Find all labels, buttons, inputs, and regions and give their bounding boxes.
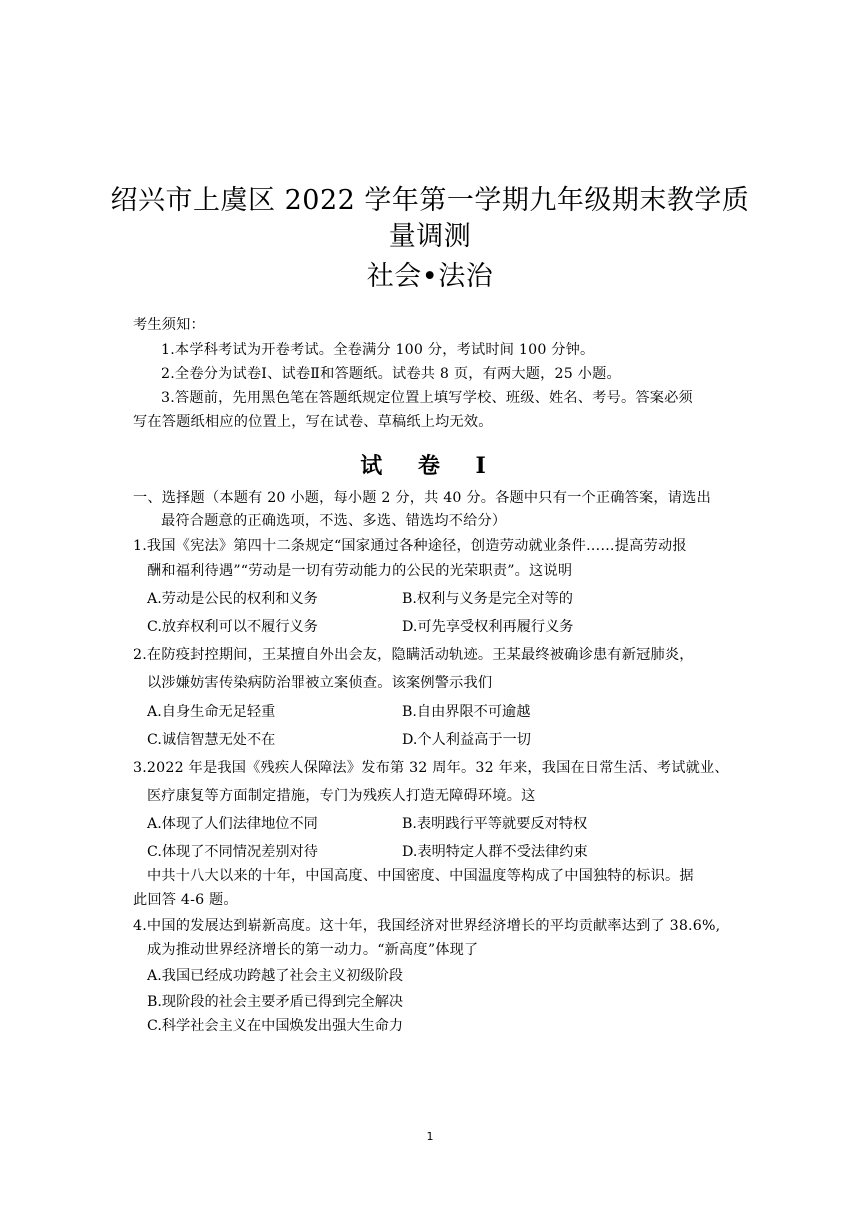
document-title-line-1: 绍兴市上虞区 2022 学年第一学期九年级期末教学质 [110,185,750,216]
notice-item: 2.全卷分为试卷Ⅰ、试卷Ⅱ和答题纸。试卷共 8 页，有两大题，25 小题。 [161,366,621,382]
question-stem: 2.在防疫封控期间，王某擅自外出会友，隐瞒活动轨迹。王某最终被确诊患有新冠肺炎， [133,647,694,663]
section-heading-continued: 最符合题意的正确选项，不选、多选、错选均不给分） [161,513,507,529]
option-c: C.放弃权利可以不履行义务 [147,619,318,635]
document-title-line-2: 量调测 [388,221,472,252]
notice-heading: 考生须知： [133,317,205,333]
option-a: A.体现了人们法律地位不同 [147,816,318,832]
option-d: D.可先享受权利再履行义务 [402,619,574,635]
material-text: 此回答 4-6 题。 [133,892,238,908]
option-a: A.我国已经成功跨越了社会主义初级阶段 [147,968,403,984]
question-stem: 酬和福利待遇”“劳动是一切有劳动能力的公民的光荣职责”。这说明 [147,563,573,579]
option-b: B.自由界限不可逾越 [402,704,531,720]
section-heading: 一、选择题（本题有 20 小题，每小题 2 分，共 40 分。各题中只有一个正确答案，请选出 [133,490,711,506]
question-stem: 医疗康复等方面制定措施，专门为残疾人打造无障碍环境。这 [147,788,536,804]
option-c: C.诚信智慧无处不在 [147,732,276,748]
option-b: B.现阶段的社会主要矛盾已得到完全解决 [147,994,404,1010]
material-text: 中共十八大以来的十年，中国高度、中国密度、中国温度等构成了中国独特的标识。据 [147,868,694,884]
option-c: C.体现了不同情况差别对待 [147,844,318,860]
page-number: 1 [426,1130,434,1143]
question-stem: 以涉嫌妨害传染病防治罪被立案侦查。该案例警示我们 [147,675,493,691]
option-a: A.自身生命无足轻重 [147,704,276,720]
option-d: D.个人利益高于一切 [402,732,531,748]
question-stem: 4.中国的发展达到崭新高度。这十年，我国经济对世界经济增长的平均贡献率达到了 38.6%, [133,918,721,934]
paper-title: 试 卷 Ⅰ [360,453,500,479]
option-c: C.科学社会主义在中国焕发出强大生命力 [147,1018,404,1034]
subject-title: 社会•法治 [366,261,494,292]
notice-item: 1.本学科考试为开卷考试。全卷满分 100 分，考试时间 100 分钟。 [161,342,595,358]
option-b: B.权利与义务是完全对等的 [402,591,573,607]
option-d: D.表明特定人群不受法律约束 [402,844,588,860]
question-stem: 成为推动世界经济增长的第一动力。“新高度”体现了 [147,942,479,958]
question-stem: 3.2022 年是我国《残疾人保障法》发布第 32 周年。32 年来，我国在日常生活、考试就业、 [133,760,729,776]
question-stem: 1.我国《宪法》第四十二条规定“国家通过各种途径，创造劳动就业条件……提高劳动报 [133,538,687,554]
option-a: A.劳动是公民的权利和义务 [147,591,318,607]
option-b: B.表明践行平等就要反对特权 [402,816,588,832]
notice-item: 写在答题纸相应的位置上，写在试卷、草稿纸上均无效。 [133,414,493,430]
notice-item: 3.答题前，先用黑色笔在答题纸规定位置上填写学校、班级、姓名、考号。答案必须 [161,390,693,406]
